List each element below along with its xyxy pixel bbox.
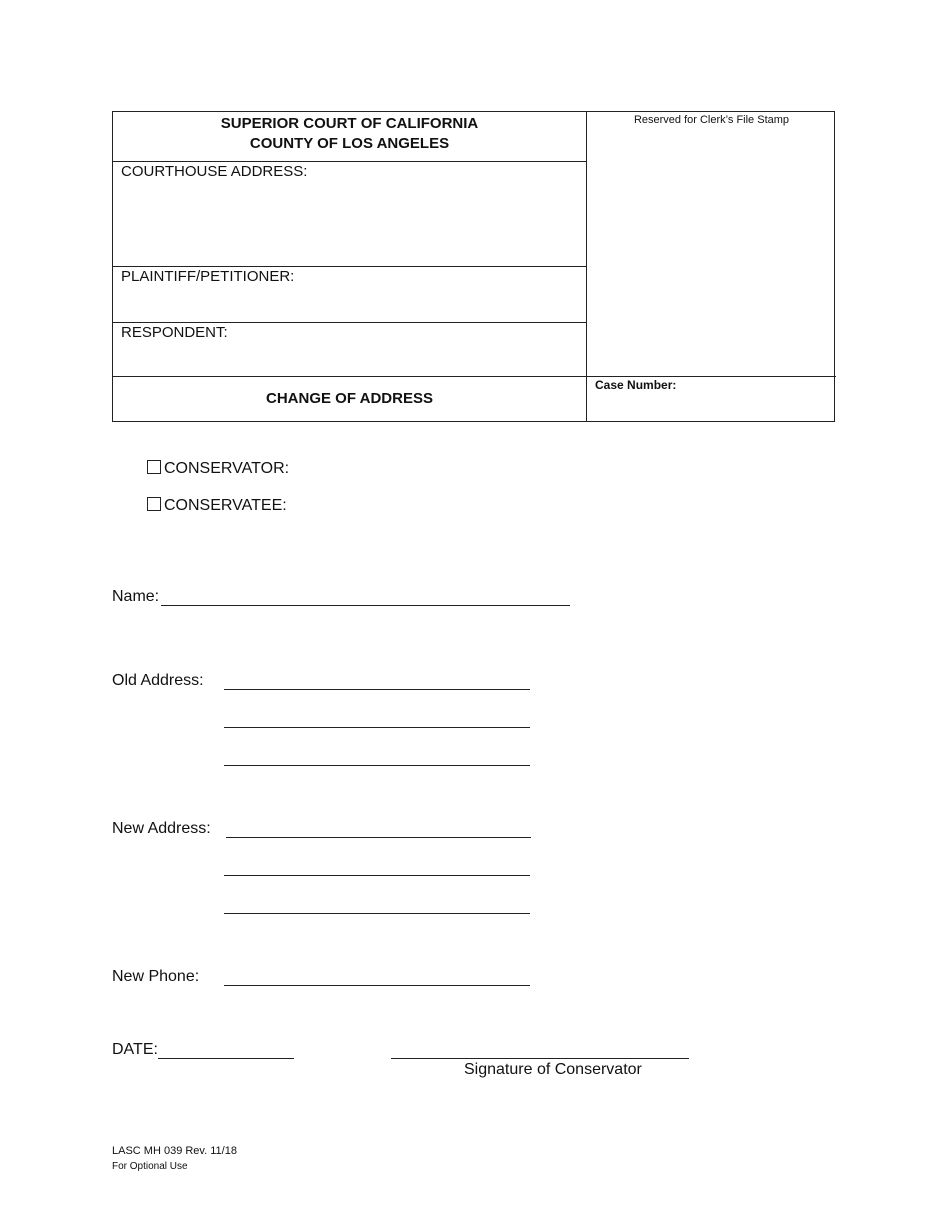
conservatee-label: CONSERVATEE:: [164, 497, 287, 514]
courthouse-address-field[interactable]: [113, 162, 586, 267]
court-name-line1: SUPERIOR COURT OF CALIFORNIA: [220, 115, 479, 132]
courthouse-address-label: COURTHOUSE ADDRESS:: [121, 163, 308, 180]
new-address-line-2[interactable]: [224, 875, 530, 876]
case-number-label: Case Number:: [595, 378, 677, 392]
conservator-option[interactable]: [147, 460, 289, 478]
new-address-line-1[interactable]: [226, 837, 531, 838]
caption-right-column: [587, 112, 836, 421]
name-input-line[interactable]: [161, 605, 570, 606]
respondent-field[interactable]: [113, 323, 586, 377]
new-phone-label: New Phone:: [112, 968, 200, 985]
conservator-checkbox[interactable]: [147, 460, 161, 474]
respondent-label: RESPONDENT:: [121, 324, 228, 341]
date-label: DATE:: [112, 1041, 158, 1058]
case-number-field[interactable]: [587, 377, 836, 423]
name-label: Name:: [112, 588, 160, 605]
court-name-cell: [113, 112, 586, 162]
form-title: CHANGE OF ADDRESS: [266, 390, 433, 407]
conservatee-option[interactable]: [147, 497, 287, 515]
old-address-line-3[interactable]: [224, 765, 530, 766]
date-input-line[interactable]: [158, 1058, 294, 1059]
new-phone-input-line[interactable]: [224, 985, 530, 986]
old-address-label: Old Address:: [112, 672, 204, 689]
form-usage-note: For Optional Use: [112, 1161, 188, 1172]
plaintiff-field[interactable]: [113, 267, 586, 323]
plaintiff-label: PLAINTIFF/PETITIONER:: [121, 268, 295, 285]
court-name-line2: COUNTY OF LOS ANGELES: [249, 135, 450, 152]
signature-line[interactable]: [391, 1058, 689, 1059]
form-id: LASC MH 039 Rev. 11/18: [112, 1145, 237, 1157]
old-address-line-1[interactable]: [224, 689, 530, 690]
old-address-line-2[interactable]: [224, 727, 530, 728]
caption-left-column: [113, 112, 587, 421]
conservator-label: CONSERVATOR:: [164, 460, 290, 477]
new-address-line-3[interactable]: [224, 913, 530, 914]
signature-label: Signature of Conservator: [464, 1061, 642, 1078]
clerk-stamp-label: Reserved for Clerk’s File Stamp: [633, 114, 790, 126]
case-caption-table: [112, 111, 835, 422]
new-address-label: New Address:: [112, 820, 211, 837]
conservatee-checkbox[interactable]: [147, 497, 161, 511]
clerk-file-stamp-area: [587, 112, 836, 377]
